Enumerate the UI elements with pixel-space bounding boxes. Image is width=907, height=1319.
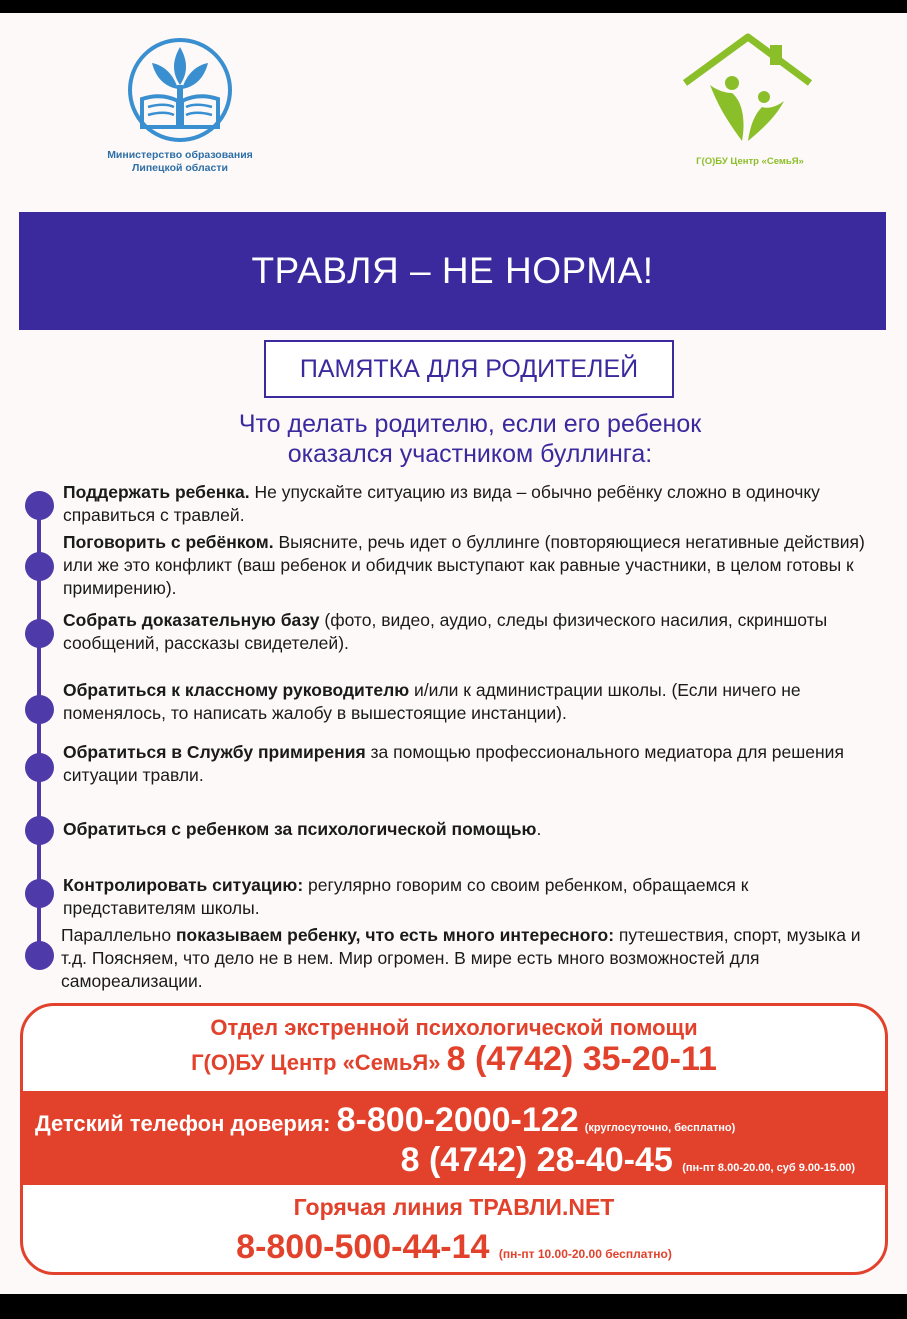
hotline-note: (пн-пт 10.00-20.00 бесплатно) bbox=[498, 1247, 672, 1261]
child-helpline-band bbox=[23, 1091, 885, 1185]
question-heading bbox=[150, 409, 790, 469]
timeline-dot bbox=[25, 753, 54, 782]
item-bold: Собрать доказательную базу bbox=[63, 610, 320, 630]
center-caption: Г(О)БУ Центр «СемьЯ» bbox=[696, 156, 804, 167]
dept-phone[interactable]: 8 (4742) 35-20-11 bbox=[446, 1040, 717, 1078]
item-text: Не упускайте ситуацию из вида – обычно ребёнку сложно в одиночку справиться с травлей. bbox=[63, 482, 820, 525]
timeline-dot bbox=[25, 491, 54, 520]
child-phone2[interactable]: 8 (4742) 28-40-45 bbox=[400, 1141, 673, 1179]
item-bold: Поговорить с ребёнком. bbox=[63, 532, 274, 552]
item-text: регулярно говорим со своим ребенком, обращаемся к представителям школы. bbox=[63, 875, 749, 918]
list-item bbox=[63, 874, 883, 920]
list-item bbox=[63, 609, 883, 655]
item-bold: Поддержать ребенка. bbox=[63, 482, 250, 502]
timeline-dot bbox=[25, 816, 54, 845]
question-line2: оказался участником буллинга: bbox=[287, 440, 653, 468]
parallel-note bbox=[61, 924, 881, 993]
parallel-bold: показываем ребенку, что есть много интересного: bbox=[175, 925, 615, 945]
child-note1: (круглосуточно, бесплатно) bbox=[584, 1122, 736, 1134]
dept-title: Отдел экстренной психологической помощи bbox=[210, 1015, 698, 1040]
item-bold: Обратиться в Службу примирения bbox=[63, 742, 366, 762]
list-item bbox=[63, 531, 883, 600]
list-item bbox=[63, 741, 883, 787]
hotline-title: Горячая линия ТРАВЛИ.NET bbox=[293, 1194, 615, 1220]
timeline-dot bbox=[25, 695, 54, 724]
banner-title: ТРАВЛЯ – НЕ НОРМА! bbox=[251, 250, 654, 291]
child-helpline-row2 bbox=[401, 1141, 855, 1180]
item-text: за помощью профессионального медиатора для решения ситуации травли. bbox=[63, 742, 844, 785]
item-text: Выясните, речь идет о буллинге (повторяющиеся негативные действия) или же это конфликт (ваш ребенок и обидчик выступают как равные участники, в целом готовы к примирению). bbox=[63, 532, 865, 598]
timeline-dot bbox=[25, 879, 54, 908]
list-item bbox=[63, 818, 883, 841]
parallel-prefix: Параллельно bbox=[61, 925, 176, 945]
item-text: (фото, видео, аудио, следы физического насилия, скриншоты сообщений, рассказы свидетелей). bbox=[63, 610, 828, 653]
timeline-dot bbox=[25, 552, 54, 581]
item-bold: Обратиться с ребенком за психологической помощью bbox=[63, 819, 537, 839]
ministry-caption bbox=[80, 149, 280, 175]
parallel-text: путешествия, спорт, музыка и т.д. Поясняем, что дело не в нем. Мир огромен. В мире есть много возможностей для самореализации. bbox=[61, 925, 861, 991]
memo-label: ПАМЯТКА ДЛЯ РОДИТЕЛЕЙ bbox=[299, 354, 639, 383]
item-bold: Контролировать ситуацию: bbox=[63, 875, 304, 895]
child-helpline-row1 bbox=[35, 1101, 735, 1140]
child-phone1[interactable]: 8-800-2000-122 bbox=[336, 1101, 579, 1139]
dept-org: Г(О)БУ Центр «СемьЯ» bbox=[191, 1050, 441, 1075]
title-banner bbox=[19, 212, 886, 330]
timeline-dot bbox=[25, 941, 54, 970]
question-line1: Что делать родителю, если его ребенок bbox=[238, 410, 702, 438]
list-item bbox=[63, 481, 883, 527]
item-text: . bbox=[536, 819, 542, 839]
dept-contact bbox=[23, 1040, 885, 1079]
hotline-row bbox=[23, 1228, 885, 1267]
item-text: и/или к администрации школы. (Если ничего не поменялось, то написать жалобу в вышестоящие инстанции). bbox=[63, 680, 801, 723]
poster bbox=[0, 13, 907, 1294]
ministry-caption-line2: Липецкой области bbox=[132, 162, 228, 174]
list-item bbox=[63, 679, 883, 725]
memo-label-box bbox=[264, 340, 674, 398]
hotline-phone[interactable]: 8-800-500-44-14 bbox=[236, 1228, 490, 1266]
contacts-box bbox=[20, 1003, 888, 1275]
child-label: Детский телефон доверия: bbox=[35, 1111, 331, 1136]
item-bold: Обратиться к классному руководителю bbox=[63, 680, 410, 700]
center-family-logo-icon bbox=[680, 31, 815, 151]
child-note2: (пн-пт 8.00-20.00, суб 9.00-15.00) bbox=[682, 1162, 855, 1174]
ministry-caption-line1: Министерство образования bbox=[107, 149, 253, 161]
ministry-logo-icon bbox=[120, 35, 240, 145]
timeline-dot bbox=[25, 619, 54, 648]
